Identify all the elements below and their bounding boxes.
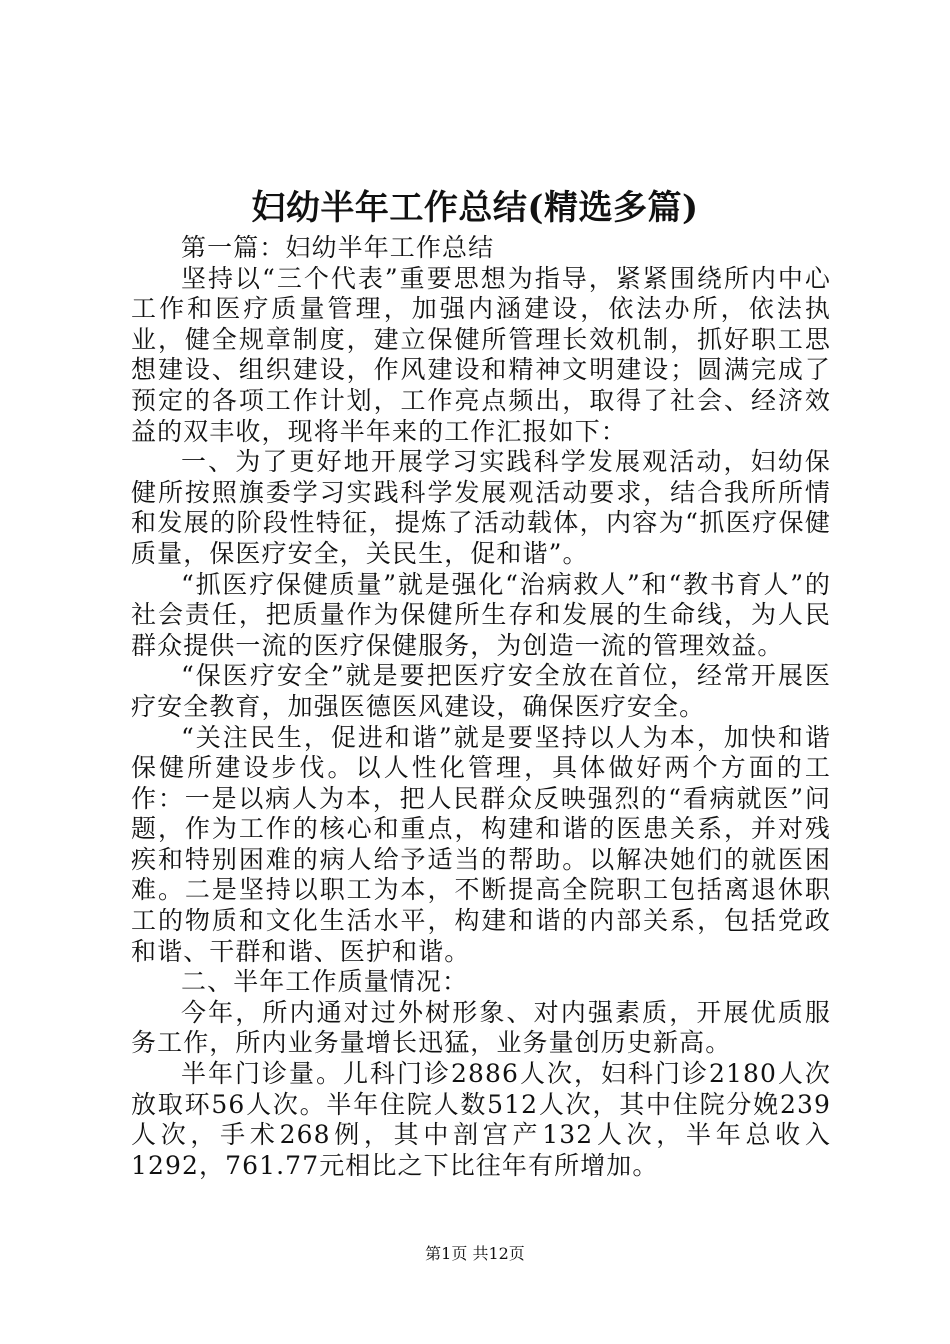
paragraph: 今年，所内通对过外树形象、对内强素质，开展优质服务工作，所内业务量增长迅猛，业务量创历史新高。 bbox=[131, 997, 831, 1058]
section-heading: 二、半年工作质量情况： bbox=[181, 967, 469, 997]
paragraph: “保医疗安全”就是要把医疗安全放在首位，经常开展医疗安全教育，加强医德医风建设，确保医疗安全。 bbox=[131, 661, 831, 721]
paragraph: “关注民生，促进和谐”就是要坚持以人为本，加快和谐保健所建设步伐。以人性化管理，具体做好两个方面的工作：一是以病人为本，把人民群众反映强烈的“看病就医”问题，作为工作的核心和重点，构建和谐的医患关系，并对残疾和特别困难的病人给予适当的帮助。以解决她们的就医困难。二是坚持以职工为本，不断提高全院职工包括离退休职工的物质和文化生活水平，构建和谐的内部关系，包括党政和谐、干群和谐、医护和谐。 bbox=[131, 722, 831, 966]
paragraph: 一、为了更好地开展学习实践科学发展观活动，妇幼保健所按照旗委学习实践科学发展观活动要求，结合我所所情和发展的阶段性特征，提炼了活动载体，内容为“抓医疗保健质量，保医疗安全，关民生，促和谐”。 bbox=[131, 447, 831, 568]
document-title: 妇幼半年工作总结(精选多篇) bbox=[251, 188, 699, 228]
paragraph: 半年门诊量。儿科门诊2886人次，妇科门诊2180人次放取环56人次。半年住院人数512人次，其中住院分娩239人次，手术268例，其中剖宫产132人次，半年总收入1292，761.77元相比之下比往年有所增加。 bbox=[131, 1059, 831, 1180]
paragraph: 坚持以“三个代表”重要思想为指导，紧紧围绕所内中心工作和医疗质量管理，加强内涵建设，依法办所，依法执业，健全规章制度，建立保健所管理长效机制，抓好职工思想建设、组织建设，作风建设和精神文明建设；圆满完成了预定的各项工作计划，工作亮点频出，取得了社会、经济效益的双丰收，现将半年来的工作汇报如下： bbox=[131, 263, 831, 446]
document-body bbox=[131, 233, 831, 1181]
page-number-footer: 第1页 共12页 bbox=[425, 1244, 525, 1263]
paragraph: “抓医疗保健质量”就是强化“治病救人”和“教书育人”的社会责任，把质量作为保健所生存和发展的生命线，为人民群众提供一流的医疗保健服务，为创造一流的管理效益。 bbox=[131, 569, 831, 660]
section-heading: 第一篇：妇幼半年工作总结 bbox=[181, 233, 495, 262]
